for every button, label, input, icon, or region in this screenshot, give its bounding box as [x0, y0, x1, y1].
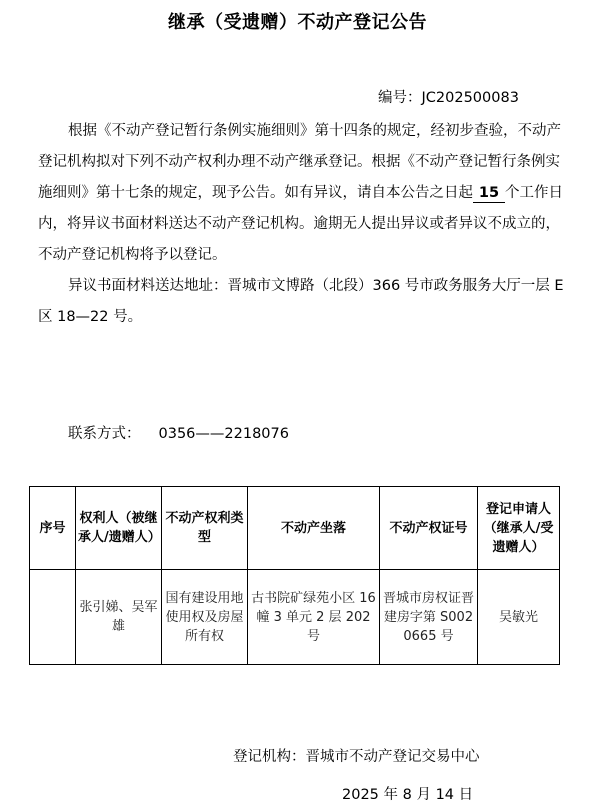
- contact-phone: 0356——2218076: [158, 426, 289, 442]
- column-header-certificate-no: 不动产权证号: [380, 487, 478, 570]
- property-table: [29, 486, 560, 665]
- objection-address: 异议书面材料送达地址：晋城市文博路（北段）366 号市政务服务大厅一层 E 区 18—22 号。: [38, 278, 564, 325]
- cell-right-holder: 张引娣、吴军雄: [76, 570, 162, 665]
- notice-title: 继承（受遗赠）不动产登记公告: [168, 12, 427, 33]
- objection-days: 15: [473, 184, 505, 203]
- document-number: 编号：JC202500083: [378, 90, 519, 106]
- registration-organization: 登记机构：晋城市不动产登记交易中心: [233, 749, 480, 765]
- column-header-right-holder: 权利人（被继承人/遗赠人）: [76, 487, 162, 570]
- table-header-row: [30, 487, 560, 570]
- cell-right-type: 国有建设用地使用权及房屋所有权: [162, 570, 248, 665]
- cell-location: 古书院矿绿苑小区 16幢 3 单元 2 层 202 号: [248, 570, 380, 665]
- column-header-right-type: 不动产权利类型: [162, 487, 248, 570]
- cell-serial: [30, 570, 76, 665]
- table-row: [30, 570, 560, 665]
- contact-line: [68, 422, 289, 443]
- paragraph-text-after-days: 个工作日内，将异议书面材料送达不动产登记机构。逾期无人提出异议或者异议不成立的，不动产登记机构将予以登记。: [38, 185, 563, 263]
- column-header-applicant: 登记申请人（继承人/受遗赠人）: [478, 487, 560, 570]
- cell-applicant: 吴敏光: [478, 570, 560, 665]
- contact-label: 联系方式：: [68, 426, 141, 442]
- notice-paragraph-main: [38, 116, 568, 271]
- cell-certificate-no: 晋城市房权证晋建房字第 S0020665 号: [380, 570, 478, 665]
- column-header-location: 不动产坐落: [248, 487, 380, 570]
- column-header-serial: 序号: [30, 487, 76, 570]
- notice-body: [38, 116, 568, 333]
- notice-date: 2025 年 8 月 14 日: [342, 787, 474, 803]
- paragraph-text-before-days: 根据《不动产登记暂行条例实施细则》第十四条的规定，经初步查验，不动产登记机构拟对下列不动产权利办理不动产继承登记。根据《不动产登记暂行条例实施细则》第十七条的规定，现予公告。如有异议，请自本公告之日起: [38, 123, 561, 201]
